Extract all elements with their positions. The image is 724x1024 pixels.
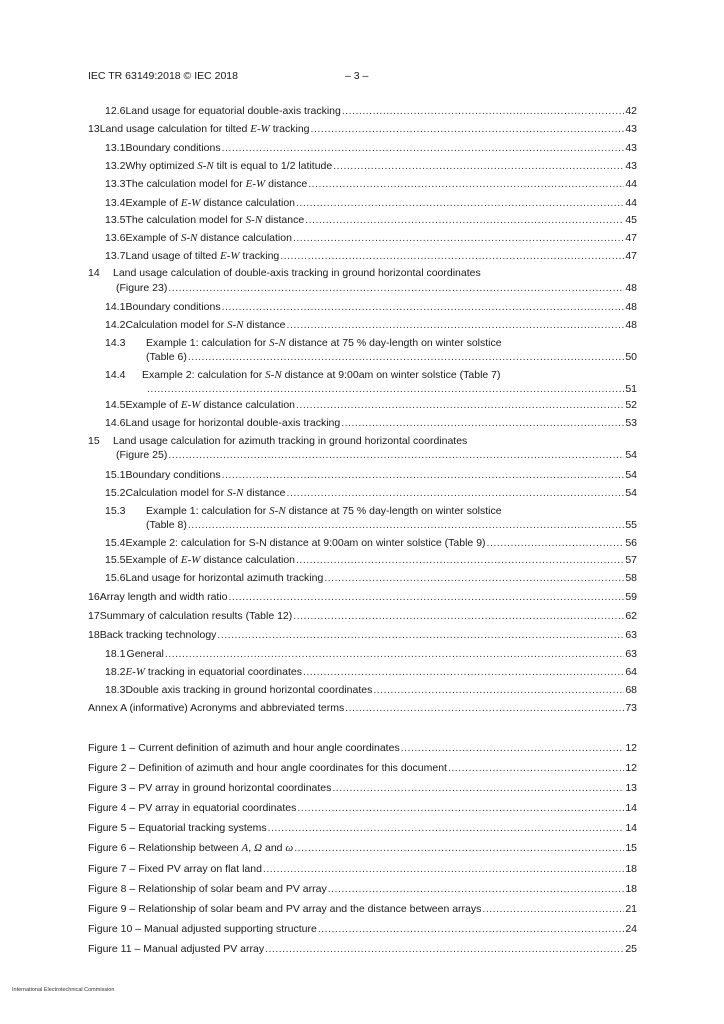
figure-title-text: Figure 9 – Relationship of solar beam and PV array and the distance between arrays: [88, 903, 482, 915]
figure-title-text: Figure 10 – Manual adjusted supporting structure: [88, 923, 317, 935]
entry-title: [142, 369, 501, 381]
entry-page-number: 63: [625, 648, 637, 660]
math-variable: S-N: [269, 337, 286, 349]
toc-entry-link[interactable]: [105, 571, 637, 585]
dot-leader: [263, 862, 624, 876]
dot-leader: [294, 841, 624, 855]
entry-title: [88, 821, 267, 835]
entry-title-text: Example of: [125, 232, 181, 244]
toc-entry-link[interactable]: [88, 590, 637, 604]
entry-title: [116, 448, 167, 462]
entry-title-text: tracking: [239, 250, 280, 262]
entry-title-text: distance calculation: [197, 232, 292, 244]
entry-title: [116, 281, 167, 295]
toc-entry-link[interactable]: [105, 536, 637, 550]
entry-page-number: 43: [625, 160, 637, 172]
entry-title-text: Calculation model for: [125, 319, 227, 331]
entry-title-text: Example of: [125, 197, 181, 209]
dot-leader: [342, 104, 624, 118]
toc-entry-link[interactable]: [105, 141, 637, 155]
entry-title-text: distance calculation: [200, 399, 295, 411]
entry-title-text: Land usage calculation for azimuth tracking in ground horizontal coordinates: [113, 435, 468, 447]
entry-title: [146, 505, 502, 517]
dot-leader: [168, 448, 624, 462]
entry-title: [146, 350, 187, 364]
figure-title-text: Figure 3 – PV array in ground horizontal coordinates: [88, 782, 332, 794]
entry-number: 18.2: [105, 666, 126, 678]
toc-entry-link[interactable]: [146, 382, 637, 396]
toc-entry-link[interactable]: [146, 518, 637, 532]
entry-title: [100, 590, 228, 604]
entry-page-number: 57: [625, 554, 637, 566]
entry-page-number: 55: [625, 519, 637, 531]
math-variable: ω: [285, 842, 294, 854]
toc-entry-link[interactable]: [88, 841, 637, 855]
entry-page-number: 48: [625, 282, 637, 294]
dot-leader: [280, 249, 624, 263]
math-variable: S-N: [197, 160, 214, 172]
entry-page-number: 42: [625, 105, 637, 117]
entry-title-text: tilt is equal to 1/2 latitude: [213, 160, 333, 172]
entry-title-continuation: (Table 6): [146, 351, 187, 363]
dot-leader: [229, 590, 625, 604]
toc-entry-link[interactable]: [88, 761, 637, 775]
toc-entry-link[interactable]: [105, 300, 637, 314]
entry-title-text: Boundary conditions: [125, 142, 221, 154]
dot-leader: [318, 922, 625, 936]
entry-title: [125, 300, 220, 314]
dot-leader: [332, 781, 624, 795]
entry-number: 18.1: [105, 648, 126, 660]
dot-leader: [147, 382, 624, 396]
toc-entry-link[interactable]: [105, 231, 637, 245]
figure-title-text: Figure 4 – PV array in equatorial coordinates: [88, 802, 297, 814]
math-variable: S-N: [227, 319, 244, 331]
entry-number: 15.5: [105, 554, 126, 566]
dot-leader: [311, 122, 625, 136]
toc-entry-link[interactable]: [105, 647, 637, 661]
entry-title: [125, 177, 307, 191]
math-variable: S-N: [265, 369, 282, 381]
entry-page-number: 25: [625, 943, 637, 955]
math-variable: S-N: [227, 487, 244, 499]
entry-title-text: Array length and width ratio: [99, 591, 228, 603]
entry-title-text: Land usage for equatorial double-axis tracking: [125, 105, 341, 117]
toc-entry-link[interactable]: [88, 801, 637, 815]
entry-number: 14.2: [105, 319, 126, 331]
entry-title: [125, 416, 340, 430]
entry-page-number: 63: [625, 629, 637, 641]
dot-leader: [168, 281, 624, 295]
entry-title: [125, 231, 292, 245]
toc-entry-link[interactable]: [88, 922, 637, 936]
entry-page-number: 44: [625, 197, 637, 209]
entry-page-number: 12: [625, 762, 637, 774]
toc-entry-link[interactable]: [105, 416, 637, 430]
entry-title: [88, 922, 317, 936]
entry-page-number: 64: [625, 666, 637, 678]
dot-leader: [293, 231, 624, 245]
entry-title-text: Land usage for horizontal azimuth tracking: [125, 572, 324, 584]
dot-leader: [296, 553, 624, 567]
entry-page-number: 45: [625, 214, 637, 226]
entry-page-number: 24: [625, 923, 637, 935]
entry-number: 14: [88, 267, 100, 279]
math-variable: A: [241, 842, 249, 854]
entry-number: 15.3: [105, 505, 126, 517]
entry-title-text: Summary of calculation results (Table 12): [99, 610, 293, 622]
entry-title: [88, 741, 400, 755]
entry-title: [125, 159, 332, 173]
toc-entry-link[interactable]: [88, 781, 637, 795]
entry-title-text: distance at 75 % day-length on winter solstice: [285, 337, 502, 349]
toc-entry-link[interactable]: [105, 468, 637, 482]
entry-title-text: distance at 9:00am on winter solstice (Table 7): [281, 369, 501, 381]
entry-title-text: General: [126, 648, 164, 660]
dot-leader: [165, 647, 624, 661]
entry-number: 17: [88, 610, 100, 622]
entry-title: [125, 486, 285, 500]
math-variable: E-W: [180, 554, 201, 566]
entry-number: 13.1: [105, 142, 126, 154]
entry-page-number: 48: [625, 301, 637, 313]
entry-page-number: 12: [625, 742, 637, 754]
dot-leader: [222, 300, 625, 314]
figure-title-text: Figure 1 – Current definition of azimuth and hour angle coordinates: [88, 742, 400, 754]
entry-title-text: Example 1: calculation for: [146, 505, 270, 517]
dot-leader: [448, 761, 624, 775]
entry-title: [125, 398, 295, 412]
toc-entry-link[interactable]: [88, 821, 637, 835]
entry-page-number: 21: [625, 903, 637, 915]
entry-number: 14.5: [105, 399, 126, 411]
entry-title: [125, 213, 304, 227]
entry-title: [125, 683, 372, 697]
entry-title: [125, 553, 295, 567]
toc-entry-link[interactable]: [105, 398, 637, 412]
toc-entry-link[interactable]: [105, 177, 637, 191]
toc-entry-link[interactable]: [88, 862, 637, 876]
entry-title: [88, 761, 447, 775]
figure-title-text: Figure 11 – Manual adjusted PV array: [88, 943, 265, 955]
entry-title: [125, 665, 302, 679]
figure-title-text: Figure 5 – Equatorial tracking systems: [88, 822, 267, 834]
toc-entry-link[interactable]: [88, 741, 637, 755]
entry-title: [88, 862, 262, 876]
entry-title-text: The calculation model for: [125, 214, 246, 226]
entry-title-text: tracking in equatorial coordinates: [144, 666, 302, 678]
entry-title: [113, 435, 467, 447]
dot-leader: [287, 318, 625, 332]
entry-title: [88, 882, 327, 896]
toc-entry-link[interactable]: [146, 350, 637, 364]
entry-page-number: 54: [625, 487, 637, 499]
entry-title-text: Double axis tracking in ground horizontal coordinates: [125, 684, 373, 696]
entry-title: [146, 337, 502, 349]
entry-page-number: 47: [625, 250, 637, 262]
entry-title-text: distance: [265, 178, 308, 190]
toc-entry-link[interactable]: [88, 609, 637, 623]
entry-page-number: 14: [625, 802, 637, 814]
entry-title-text: Land usage calculation of double-axis tracking in ground horizontal coordinates: [113, 267, 481, 279]
figure-title-text: and: [262, 842, 286, 854]
dot-leader: [297, 801, 624, 815]
entry-title-text: distance calculation: [200, 554, 295, 566]
entry-title: [88, 942, 264, 956]
entry-title-text: Example 2: calculation for: [142, 369, 266, 381]
math-variable: E-W: [220, 250, 240, 262]
entry-title: [100, 628, 217, 642]
entry-title-text: distance at 75 % day-length on winter solstice: [285, 505, 502, 517]
entry-number: 13.3: [105, 178, 126, 190]
entry-title: [125, 196, 295, 210]
entry-number: 13.6: [105, 232, 126, 244]
toc-entry-first-line[interactable]: [88, 266, 481, 280]
entry-number: 14.1: [105, 301, 126, 313]
entry-number: 15.2: [105, 487, 126, 499]
entry-title-continuation: (Figure 25): [116, 449, 168, 461]
entry-title-text: Back tracking technology: [99, 629, 217, 641]
dot-leader: [328, 882, 625, 896]
entry-page-number: 54: [625, 469, 637, 481]
entry-title: [100, 609, 293, 623]
dot-leader: [333, 159, 624, 173]
entry-page-number: 73: [625, 702, 637, 714]
math-variable: E-W: [180, 399, 201, 411]
toc-entry-link[interactable]: [116, 448, 637, 462]
entry-page-number: 51: [625, 383, 637, 395]
toc-entry-link[interactable]: [105, 213, 637, 227]
entry-page-number: 68: [625, 684, 637, 696]
entry-number: 13.7: [105, 250, 126, 262]
entry-page-number: 18: [625, 883, 637, 895]
entry-title: [125, 536, 485, 550]
dot-leader: [287, 486, 625, 500]
toc-entry-link[interactable]: [105, 104, 637, 118]
entry-title-text: distance: [262, 214, 305, 226]
entry-page-number: 43: [625, 123, 637, 135]
entry-title-text: Boundary conditions: [125, 301, 221, 313]
toc-entry-first-line[interactable]: [105, 336, 502, 350]
entry-number: 18: [88, 629, 100, 641]
figure-title-text: ,: [248, 842, 255, 854]
math-variable: S-N: [245, 214, 263, 226]
dot-leader: [296, 398, 624, 412]
entry-title: [100, 122, 310, 136]
entry-title-continuation: (Table 8): [146, 519, 187, 531]
entry-number: 12.6: [105, 105, 126, 117]
page-number: – 3 –: [345, 70, 369, 82]
toc-entry-first-line[interactable]: [105, 368, 501, 382]
entry-page-number: 62: [625, 610, 637, 622]
entry-title-text: The calculation model for: [125, 178, 246, 190]
entry-title-text: Calculation model for: [125, 487, 227, 499]
dot-leader: [305, 213, 624, 227]
entry-number: 15.1: [105, 469, 126, 481]
entry-title: [88, 701, 344, 715]
entry-page-number: 14: [625, 822, 637, 834]
math-variable: E-W: [250, 123, 270, 135]
entry-number: 16: [88, 591, 100, 603]
entry-title-text: Land usage calculation for tilted: [99, 123, 251, 135]
figure-title-text: Figure 7 – Fixed PV array on flat land: [88, 863, 262, 875]
entry-number: 15.4: [105, 537, 126, 549]
dot-leader: [401, 741, 625, 755]
toc-entry-link[interactable]: [88, 628, 637, 642]
math-variable: E-W: [180, 197, 201, 209]
entry-number: 13.4: [105, 197, 126, 209]
figure-title-text: Figure 8 – Relationship of solar beam and PV array: [88, 883, 327, 895]
math-variable: S-N: [269, 505, 286, 517]
entry-page-number: 58: [625, 572, 637, 584]
dot-leader: [222, 141, 625, 155]
entry-title: [125, 249, 279, 263]
toc-entry-link[interactable]: [88, 942, 637, 956]
math-variable: Ω: [254, 842, 263, 854]
toc-entry-link[interactable]: [105, 249, 637, 263]
entry-number: 14.4: [105, 369, 126, 381]
toc-entry-link[interactable]: [88, 902, 637, 916]
math-variable: E-W: [125, 666, 145, 678]
entry-title-text: Example of: [125, 399, 181, 411]
toc-entry-link[interactable]: [105, 553, 637, 567]
entry-title: [127, 647, 164, 661]
dot-leader: [487, 536, 625, 550]
toc-entry-link[interactable]: [105, 665, 637, 679]
dot-leader: [341, 416, 624, 430]
toc-entry-link[interactable]: [88, 701, 637, 715]
entry-title: [113, 267, 481, 279]
entry-title: [125, 571, 323, 585]
dot-leader: [324, 571, 624, 585]
entry-title: [88, 841, 293, 855]
entry-title-text: Land usage for horizontal double-axis tracking: [125, 417, 341, 429]
dot-leader: [188, 518, 624, 532]
dot-leader: [217, 628, 624, 642]
entry-number: 13.2: [105, 160, 126, 172]
entry-page-number: 59: [625, 591, 637, 603]
entry-title-text: tracking: [269, 123, 310, 135]
entry-number: 14.6: [105, 417, 126, 429]
toc-entry-first-line[interactable]: [88, 434, 467, 448]
figure-title-text: Figure 6 – Relationship between: [88, 842, 242, 854]
toc-entry-link[interactable]: [105, 683, 637, 697]
toc-entry-link[interactable]: [88, 122, 637, 136]
entry-page-number: 54: [625, 449, 637, 461]
toc-entry-first-line[interactable]: [105, 504, 502, 518]
math-variable: S-N: [180, 232, 198, 244]
entry-page-number: 52: [625, 399, 637, 411]
entry-title: [125, 318, 285, 332]
entry-title: [88, 902, 481, 916]
dot-leader: [345, 701, 624, 715]
toc-entry-link[interactable]: [105, 318, 637, 332]
entry-title-text: Annex A (informative) Acronyms and abbreviated terms: [88, 702, 345, 714]
document-id: IEC TR 63149:2018 © IEC 2018: [88, 70, 238, 82]
dot-leader: [303, 665, 624, 679]
entry-page-number: 43: [625, 142, 637, 154]
dot-leader: [265, 942, 624, 956]
entry-title-text: Land usage of tilted: [125, 250, 221, 262]
entry-title-text: Example 1: calculation for: [146, 337, 270, 349]
entry-number: 15.6: [105, 572, 126, 584]
entry-title: [125, 141, 220, 155]
entry-title: [88, 781, 331, 795]
entry-page-number: 56: [625, 537, 637, 549]
entry-title-text: Why optimized: [125, 160, 198, 172]
entry-title-text: Example of: [125, 554, 181, 566]
entry-title-text: Example 2: calculation for S-N distance at 9:00am on winter solstice (Table 9): [125, 537, 486, 549]
dot-leader: [373, 683, 624, 697]
dot-leader: [268, 821, 625, 835]
entry-page-number: 53: [625, 417, 637, 429]
entry-page-number: 48: [625, 319, 637, 331]
dot-leader: [222, 468, 625, 482]
figure-title-text: Figure 2 – Definition of azimuth and hour angle coordinates for this document: [88, 762, 447, 774]
entry-number: 14.3: [105, 337, 126, 349]
entry-page-number: 50: [625, 351, 637, 363]
toc-entry-link[interactable]: [105, 159, 637, 173]
entry-title: [146, 518, 187, 532]
entry-page-number: 47: [625, 232, 637, 244]
entry-title-text: Boundary conditions: [125, 469, 221, 481]
entry-page-number: 13: [625, 782, 637, 794]
toc-entry-link[interactable]: [116, 281, 637, 295]
entry-title: [88, 801, 296, 815]
toc-entry-link[interactable]: [105, 196, 637, 210]
entry-number: 15: [88, 435, 100, 447]
entry-title-text: distance: [243, 319, 286, 331]
footer-publisher: International Electrotechnical Commission: [12, 987, 115, 993]
entry-title-continuation: (Figure 23): [116, 282, 168, 294]
entry-title-text: distance calculation: [200, 197, 295, 209]
entry-title: [125, 104, 340, 118]
dot-leader: [293, 609, 624, 623]
entry-page-number: 15: [625, 842, 637, 854]
toc-entry-link[interactable]: [88, 882, 637, 896]
entry-number: 13: [88, 123, 100, 135]
entry-page-number: 44: [625, 178, 637, 190]
dot-leader: [482, 902, 624, 916]
dot-leader: [296, 196, 624, 210]
toc-entry-link[interactable]: [105, 486, 637, 500]
dot-leader: [308, 177, 624, 191]
entry-title-text: distance: [243, 487, 286, 499]
entry-number: 18.3: [105, 684, 126, 696]
entry-title: [125, 468, 220, 482]
math-variable: E-W: [245, 178, 266, 190]
entry-page-number: 18: [625, 863, 637, 875]
dot-leader: [188, 350, 624, 364]
entry-number: 13.5: [105, 214, 126, 226]
